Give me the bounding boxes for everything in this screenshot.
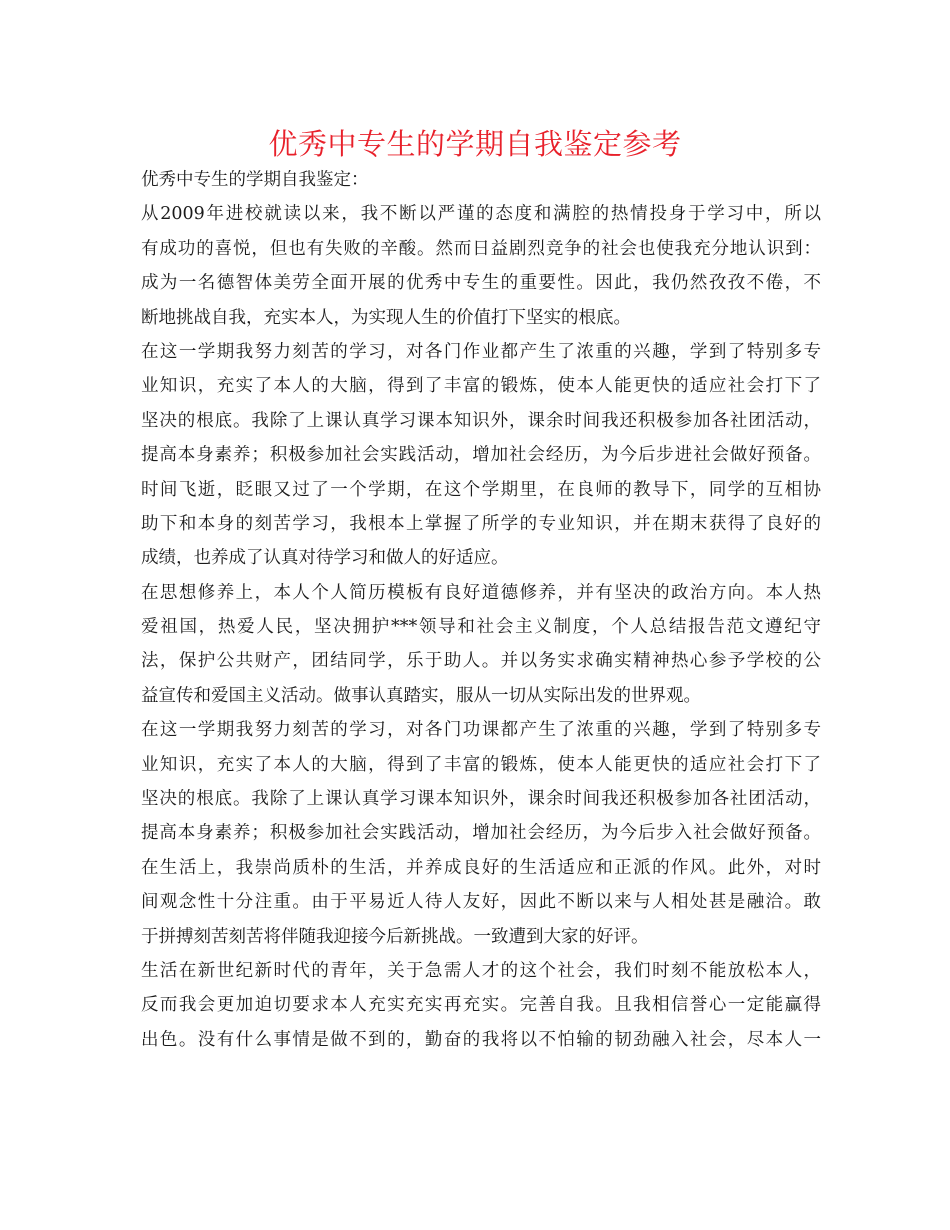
text-line: 爱祖国，热爱人民，坚决拥护***领导和社会主义制度，个人总结报告范文遵纪守	[141, 617, 821, 638]
text-line: 优秀中专生的学期自我鉴定：	[141, 170, 369, 190]
text-line: 时间飞逝，眨眼又过了一个学期，在这个学期里，在良师的教导下，同学的互相协	[141, 479, 821, 500]
document-body	[141, 163, 821, 1057]
text-line: 反而我会更加迫切要求本人充实充实再充实。完善自我。且我相信誉心一定能赢得	[141, 995, 821, 1016]
text-line: 断地挑战自我，充实本人，为实现人生的价值打下坚实的根底。	[141, 307, 631, 328]
text-line: 提高本身素养；积极参加社会实践活动，增加社会经历，为今后步进社会做好预备。	[141, 445, 821, 466]
text-line: 业知识，充实了本人的大脑，得到了丰富的锻炼，使本人能更快的适应社会打下了	[141, 754, 821, 775]
text-line: 生活在新世纪新时代的青年，关于急需人才的这个社会，我们时刻不能放松本人，	[141, 960, 821, 981]
text-line: 成为一名德智体美劳全面开展的优秀中专生的重要性。因此，我仍然孜孜不倦，不	[141, 273, 821, 294]
text-line: 有成功的喜悦，但也有失败的辛酸。然而日益剧烈竞争的社会也使我充分地认识到：	[141, 238, 821, 259]
text-line: 在生活上，我崇尚质朴的生活，并养成良好的生活适应和正派的作风。此外，对时	[141, 857, 821, 878]
text-line: 益宣传和爱国主义活动。做事认真踏实，服从一切从实际出发的世界观。	[141, 685, 701, 706]
text-line: 在这一学期我努力刻苦的学习，对各门作业都产生了浓重的兴趣，学到了特别多专	[141, 341, 821, 362]
text-line: 法，保护公共财产，团结同学，乐于助人。并以务实求确实精神热心参予学校的公	[141, 651, 821, 672]
text-line: 间观念性十分注重。由于平易近人待人友好，因此不断以来与人相处甚是融洽。敢	[141, 892, 821, 913]
text-line: 坚决的根底。我除了上课认真学习课本知识外，课余时间我还积极参加各社团活动，	[141, 410, 821, 431]
text-line: 在这一学期我努力刻苦的学习，对各门功课都产生了浓重的兴趣，学到了特别多专	[141, 720, 821, 741]
text-line: 在思想修养上，本人个人简历模板有良好道德修养，并有坚决的政治方向。本人热	[141, 582, 821, 603]
text-line: 出色。没有什么事情是做不到的，勤奋的我将以不怕输的韧劲融入社会，尽本人一	[141, 1029, 821, 1050]
text-line: 提高本身素养；积极参加社会实践活动，增加社会经历，为今后步入社会做好预备。	[141, 823, 821, 844]
page-title: 优秀中专生的学期自我鉴定参考	[268, 127, 682, 161]
text-line: 成绩，也养成了认真对待学习和做人的好适应。	[141, 548, 509, 569]
text-line: 于拼搏刻苦刻苦将伴随我迎接今后新挑战。一致遭到大家的好评。	[141, 926, 649, 947]
text-line: 从2009年进校就读以来，我不断以严谨的态度和满腔的热情投身于学习中，所以	[141, 204, 821, 225]
text-line: 助下和本身的刻苦学习，我根本上掌握了所学的专业知识，并在期末获得了良好的	[141, 513, 821, 534]
text-line: 业知识，充实了本人的大脑，得到了丰富的锻炼，使本人能更快的适应社会打下了	[141, 376, 821, 397]
text-line: 坚决的根底。我除了上课认真学习课本知识外，课余时间我还积极参加各社团活动，	[141, 789, 821, 810]
